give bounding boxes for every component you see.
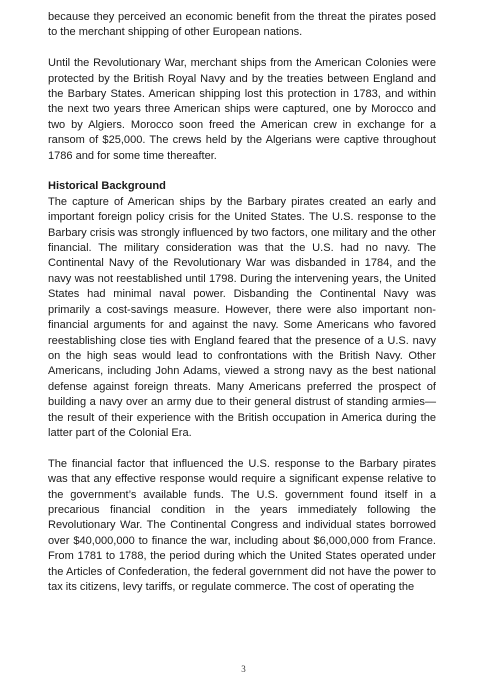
paragraph-historical-background: The capture of American ships by the Barbary pirates created an early and important foreign policy crisis for the United States. The U.S. response to the Barbary crisis was strongly influenced by two factors, one military and the other financial. The military consideration was that the U.S. had no navy. The Continental Navy of the Revolutionary War was disbanded in 1784, and the navy was not reestablished until 1798. During the intervening years, the United States had minimal naval power. Disbanding the Continental Navy was primarily a cost-savings measure. However, there were also important non-financial arguments for and against the navy. Some Americans who favored reestablishing close ties with England feared that the presence of a U.S. navy on the high seas would lead to confrontations with the British Navy. Other Americans, including John Adams, viewed a strong navy as the best national defense against foreign threats. Many Americans preferred the prospect of building a navy over an army due to their general distrust of standing armies—the result of their experience with the British occupation in America during the latter part of the Colonial Era.: [48, 195, 436, 439]
document-page: [48, 10, 436, 611]
paragraph-continuation: because they perceived an economic benefit from the threat the pirates posed to the merchant shipping of other European nations.: [48, 11, 436, 39]
paragraph-revolutionary-war: Until the Revolutionary War, merchant ships from the American Colonies were protected by the British Royal Navy and by the treaties between England and the Barbary States. American shipping lost this protection in 1783, and within the next two years three American ships were captured, one by Morocco and two by Algiers. Morocco soon freed the American crew in exchange for a ransom of $25,000. The crews held by the Algerians were captive throughout 1786 and for some time thereafter.: [48, 57, 436, 162]
section-heading: Historical Background: [48, 180, 166, 193]
page-number: 3: [241, 664, 246, 674]
paragraph-financial-factor: The financial factor that influenced the U.S. response to the Barbary pirates was that any effective response would require a significant expense relative to the government’s available funds. The U.S. government found itself in a precarious financial condition in the years immediately following the Revolutionary War. The Continental Congress and individual states borrowed over $40,000,000 to finance the war, including about $6,000,000 from France. From 1781 to 1788, the period during which the United States operated under the Articles of Confederation, the federal government did not have the power to tax its citizens, levy tariffs, or regulate commerce. The cost of operating the: [48, 457, 436, 593]
